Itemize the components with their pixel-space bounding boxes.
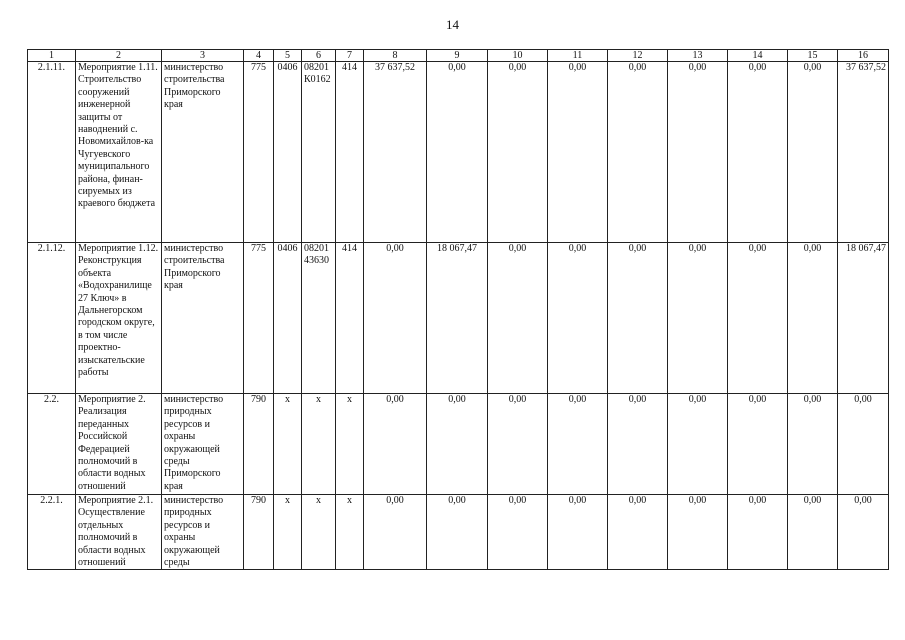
row-code: 2.2. [28,394,76,495]
column-header: 1 [28,50,76,62]
cell-value: 0,00 [788,62,838,243]
column-header: 9 [427,50,488,62]
cell-value: 0,00 [548,62,608,243]
cell-value: 0,00 [608,62,668,243]
cell-grbs: 775 [244,243,274,394]
cell-vr: 414 [336,62,364,243]
column-header: 10 [488,50,548,62]
row-code: 2.1.12. [28,243,76,394]
cell-value: 0,00 [488,62,548,243]
column-header: 3 [162,50,244,62]
cell-value: 0,00 [668,394,728,495]
cell-total: 18 067,47 [838,243,889,394]
cell-value: 0,00 [788,243,838,394]
cell-rzpr: х [274,495,302,570]
cell-rzpr: х [274,394,302,495]
cell-value: 0,00 [788,495,838,570]
cell-value: 37 637,52 [364,62,427,243]
column-header: 2 [76,50,162,62]
cell-rzpr: 0406 [274,243,302,394]
row-name: Мероприятие 2. Реализация переданных Российской Федерацией полномочий в области водных отношений [76,394,162,495]
column-header: 11 [548,50,608,62]
column-header: 7 [336,50,364,62]
cell-value: 0,00 [728,394,788,495]
cell-value: 0,00 [788,394,838,495]
cell-value: 0,00 [728,495,788,570]
table-row [28,495,889,570]
cell-vr: х [336,495,364,570]
row-name: Мероприятие 1.12. Реконструкция объекта «Водохранилище 27 Ключ» в Дальнегорском городском округе, в том числе проектно-изыскательские работы [76,243,162,394]
cell-value: 0,00 [608,394,668,495]
cell-vr: 414 [336,243,364,394]
cell-value: 0,00 [608,495,668,570]
row-code: 2.2.1. [28,495,76,570]
cell-value: 0,00 [364,394,427,495]
cell-value: 18 067,47 [427,243,488,394]
column-header: 5 [274,50,302,62]
cell-value: 0,00 [488,243,548,394]
column-header: 14 [728,50,788,62]
cell-grbs: 790 [244,495,274,570]
cell-value: 0,00 [728,243,788,394]
cell-rzpr: 0406 [274,62,302,243]
budget-table [27,49,889,570]
cell-value: 0,00 [668,62,728,243]
column-header: 13 [668,50,728,62]
header-row [28,50,889,62]
cell-grbs: 775 [244,62,274,243]
cell-value: 0,00 [488,495,548,570]
cell-value: 0,00 [668,495,728,570]
cell-csr: 08201 К0162 [302,62,336,243]
row-code: 2.1.11. [28,62,76,243]
row-executor: министерство природных ресурсов и охраны окружающей среды [162,495,244,570]
cell-csr: 08201 43630 [302,243,336,394]
row-executor: министерство строительства Приморского края [162,243,244,394]
table-row [28,243,889,394]
cell-grbs: 790 [244,394,274,495]
cell-value: 0,00 [548,495,608,570]
cell-value: 0,00 [548,243,608,394]
row-name: Мероприятие 2.1. Осуществление отдельных полномочий в области водных отношений [76,495,162,570]
row-executor: министерство природных ресурсов и охраны окружающей среды Приморского края [162,394,244,495]
cell-csr: х [302,495,336,570]
column-header: 15 [788,50,838,62]
cell-value: 0,00 [728,62,788,243]
cell-value: 0,00 [668,243,728,394]
cell-total: 0,00 [838,394,889,495]
cell-csr: х [302,394,336,495]
row-name: Мероприятие 1.11. Строительство сооружений инженерной защиты от наводнений с. Новомихайлов-ка Чугуевского муниципального района, финан-сируемых из краевого бюджета [76,62,162,243]
page-number: 14 [446,17,459,32]
cell-total: 0,00 [838,495,889,570]
cell-value: 0,00 [427,394,488,495]
cell-value: 0,00 [427,495,488,570]
cell-value: 0,00 [548,394,608,495]
column-header: 8 [364,50,427,62]
column-header: 4 [244,50,274,62]
table-row [28,394,889,495]
cell-value: 0,00 [364,243,427,394]
cell-value: 0,00 [364,495,427,570]
cell-value: 0,00 [608,243,668,394]
column-header: 6 [302,50,336,62]
cell-total: 37 637,52 [838,62,889,243]
row-executor: министерство строительства Приморского края [162,62,244,243]
cell-value: 0,00 [427,62,488,243]
cell-value: 0,00 [488,394,548,495]
cell-vr: х [336,394,364,495]
column-header: 12 [608,50,668,62]
table-row [28,62,889,243]
column-header: 16 [838,50,889,62]
